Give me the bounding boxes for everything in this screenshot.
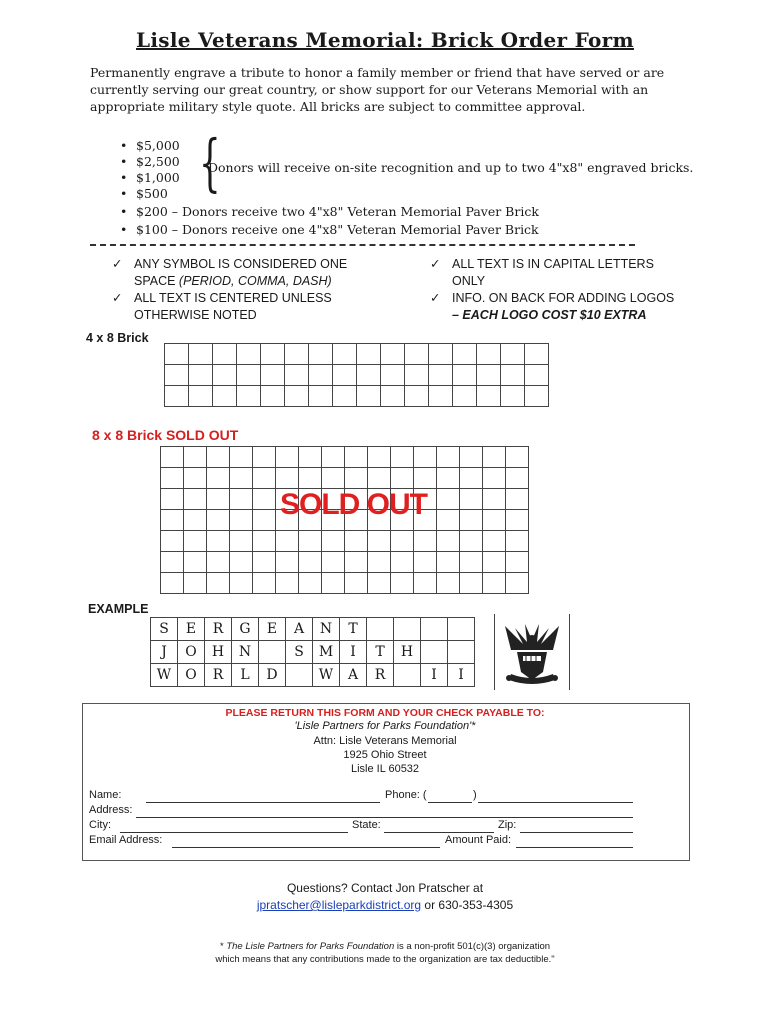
grid-cell	[483, 447, 506, 468]
grid-cell: D	[259, 664, 286, 687]
rule-text-part: SPACE	[134, 274, 179, 288]
grid-cell	[437, 531, 460, 552]
grid-cell	[437, 552, 460, 573]
grid-cell[interactable]	[309, 386, 333, 407]
address-field[interactable]	[136, 817, 633, 818]
grid-cell	[414, 552, 437, 573]
grid-cell: T	[340, 618, 367, 641]
grid-cell[interactable]	[213, 386, 237, 407]
grid-cell	[460, 447, 483, 468]
grid-cell	[483, 489, 506, 510]
grid-cell	[391, 447, 414, 468]
rule-text	[134, 273, 332, 290]
grid-cell	[483, 468, 506, 489]
grid-cell	[276, 552, 299, 573]
grid-cell	[506, 573, 529, 594]
phone-label: Phone: (	[385, 789, 427, 801]
grid-cell[interactable]	[189, 386, 213, 407]
grid-cell	[161, 531, 184, 552]
grid-cell	[276, 447, 299, 468]
grid-cell	[207, 468, 230, 489]
street-line: 1925 Ohio Street	[343, 749, 427, 761]
grid-cell	[299, 531, 322, 552]
grid-cell	[391, 573, 414, 594]
grid-cell	[448, 618, 475, 641]
grid-cell[interactable]	[525, 365, 549, 386]
grid-cell	[368, 531, 391, 552]
grid-cell: E	[259, 618, 286, 641]
grid-cell: R	[205, 664, 232, 687]
state-field[interactable]	[384, 832, 494, 833]
grid-cell[interactable]	[165, 344, 189, 365]
grid-cell	[345, 447, 368, 468]
grid-cell	[322, 468, 345, 489]
city-field[interactable]	[120, 832, 348, 833]
grid-cell[interactable]	[261, 365, 285, 386]
rule-symbol	[112, 256, 412, 290]
grid-cell[interactable]	[261, 344, 285, 365]
grid-cell[interactable]	[333, 365, 357, 386]
grid-cell[interactable]	[453, 386, 477, 407]
grid-cell: I	[340, 641, 367, 664]
grid-cell[interactable]	[501, 386, 525, 407]
grid-cell	[161, 447, 184, 468]
grid-cell[interactable]	[237, 386, 261, 407]
grid-cell	[414, 447, 437, 468]
grid-cell	[253, 468, 276, 489]
grid-cell	[207, 489, 230, 510]
brick-8x8-label: 8 x 8 Brick SOLD OUT	[92, 427, 239, 443]
grid-cell	[184, 447, 207, 468]
rule-text: ALL TEXT IS CENTERED UNLESS	[134, 291, 332, 305]
grid-cell: M	[313, 641, 340, 664]
return-heading: PLEASE RETURN THIS FORM AND YOUR CHECK PAYABLE TO:	[225, 707, 545, 719]
grid-cell	[299, 573, 322, 594]
grid-cell	[276, 573, 299, 594]
name-label: Name:	[89, 789, 122, 801]
grid-cell: G	[232, 618, 259, 641]
grid-cell	[345, 531, 368, 552]
grid-cell	[161, 489, 184, 510]
grid-cell: R	[367, 664, 394, 687]
grid-cell[interactable]	[165, 365, 189, 386]
grid-cell	[299, 552, 322, 573]
grid-cell	[483, 531, 506, 552]
grid-cell	[506, 489, 529, 510]
grid-cell[interactable]	[261, 386, 285, 407]
rule-logos	[430, 290, 730, 324]
grid-cell	[506, 531, 529, 552]
grid-cell: O	[178, 664, 205, 687]
grid-cell	[414, 531, 437, 552]
grid-cell[interactable]	[189, 344, 213, 365]
grid-cell	[437, 510, 460, 531]
grid-cell	[506, 468, 529, 489]
check-icon: ✓	[430, 257, 441, 271]
check-icon: ✓	[112, 291, 123, 305]
grid-cell	[230, 531, 253, 552]
grid-cell	[391, 531, 414, 552]
grid-cell	[506, 447, 529, 468]
grid-cell	[230, 468, 253, 489]
grid-cell	[253, 552, 276, 573]
grid-cell	[253, 573, 276, 594]
dashed-divider	[90, 244, 635, 246]
page-title: Lisle Veterans Memorial: Brick Order Form	[136, 28, 634, 52]
grid-cell	[460, 468, 483, 489]
grid-cell	[276, 468, 299, 489]
rule-text-italic: (PERIOD, COMMA, DASH)	[178, 274, 332, 288]
grid-cell	[448, 641, 475, 664]
rule-text: INFO. ON BACK FOR ADDING LOGOS	[452, 291, 675, 305]
grid-cell	[161, 510, 184, 531]
grid-cell	[322, 447, 345, 468]
grid-cell[interactable]	[453, 365, 477, 386]
grid-cell	[506, 552, 529, 573]
address-label: Address:	[89, 804, 133, 816]
grid-cell[interactable]	[237, 365, 261, 386]
grid-cell	[414, 468, 437, 489]
footnote-text: is a non-profit 501(c)(3) organization	[394, 941, 551, 952]
grid-cell: S	[151, 618, 178, 641]
grid-cell	[506, 510, 529, 531]
grid-cell[interactable]	[285, 365, 309, 386]
grid-cell	[207, 447, 230, 468]
grid-cell	[161, 552, 184, 573]
grid-cell	[184, 468, 207, 489]
check-icon: ✓	[430, 291, 441, 305]
grid-cell	[345, 552, 368, 573]
grid-cell	[345, 573, 368, 594]
grid-cell	[368, 573, 391, 594]
grid-cell	[367, 618, 394, 641]
curly-brace-icon: {	[199, 126, 221, 199]
grid-cell: H	[205, 641, 232, 664]
tier-item: • $1,000	[120, 170, 180, 186]
grid-cell[interactable]	[381, 344, 405, 365]
grid-cell	[437, 447, 460, 468]
grid-cell[interactable]	[333, 386, 357, 407]
amount-label: Amount Paid:	[445, 834, 512, 846]
grid-cell[interactable]	[189, 365, 213, 386]
grid-cell: N	[232, 641, 259, 664]
grid-cell[interactable]	[213, 365, 237, 386]
grid-cell	[253, 531, 276, 552]
grid-cell	[207, 573, 230, 594]
grid-cell	[460, 531, 483, 552]
small-tiers	[120, 203, 539, 239]
grid-cell[interactable]	[357, 344, 381, 365]
grid-cell: J	[151, 641, 178, 664]
phone-field[interactable]	[478, 802, 633, 803]
rule-text: ONLY	[452, 274, 486, 288]
grid-cell	[184, 573, 207, 594]
small-tier-item: • $200 – Donors receive two 4"x8" Veteran Memorial Paver Brick	[120, 203, 539, 221]
phone-number: or 630-353-4305	[421, 898, 514, 912]
grid-cell	[207, 531, 230, 552]
grid-cell	[483, 552, 506, 573]
grid-cell	[322, 573, 345, 594]
grid-cell	[483, 510, 506, 531]
grid-cell	[184, 531, 207, 552]
grid-cell	[184, 552, 207, 573]
attn-line: Attn: Lisle Veterans Memorial	[313, 735, 457, 747]
foundation-name: The Lisle Partners for Parks Foundation	[226, 941, 395, 952]
grid-cell	[299, 468, 322, 489]
grid-cell	[230, 447, 253, 468]
payee: 'Lisle Partners for Parks Foundation'*	[294, 720, 476, 732]
grid-cell	[207, 552, 230, 573]
grid-cell: S	[286, 641, 313, 664]
grid-cell	[230, 573, 253, 594]
navy-eagle-emblem-icon	[495, 614, 569, 690]
zip-field[interactable]	[520, 832, 633, 833]
grid-cell: E	[178, 618, 205, 641]
city-label: City:	[89, 819, 111, 831]
phone-area-field[interactable]	[428, 802, 472, 803]
grid-cell[interactable]	[285, 344, 309, 365]
state-label: State:	[352, 819, 381, 831]
grid-cell	[276, 531, 299, 552]
email-label: Email Address:	[89, 834, 163, 846]
grid-cell	[286, 664, 313, 687]
tier-item: • $5,000	[120, 138, 180, 154]
grid-cell[interactable]	[405, 344, 429, 365]
example-grid	[150, 617, 475, 687]
grid-cell[interactable]	[477, 386, 501, 407]
grid-cell	[322, 531, 345, 552]
grid-cell	[253, 489, 276, 510]
grid-cell	[259, 641, 286, 664]
tier-item: • $500	[120, 186, 180, 202]
rule-text: ALL TEXT IS IN CAPITAL LETTERS	[452, 257, 654, 271]
grid-cell[interactable]	[213, 344, 237, 365]
grid-cell	[460, 510, 483, 531]
sold-out-stamp: SOLD OUT	[280, 488, 427, 521]
grid-cell: I	[421, 664, 448, 687]
name-field[interactable]	[146, 802, 380, 803]
grid-cell[interactable]	[381, 386, 405, 407]
grid-cell[interactable]	[285, 386, 309, 407]
grid-cell[interactable]	[501, 344, 525, 365]
rule-text-emphasis: – EACH LOGO COST $10 EXTRA	[452, 308, 647, 322]
grid-cell	[299, 447, 322, 468]
small-tier-item: • $100 – Donors receive one 4"x8" Veteran Memorial Paver Brick	[120, 221, 539, 239]
grid-cell	[437, 489, 460, 510]
grid-cell[interactable]	[501, 365, 525, 386]
grid-cell: R	[205, 618, 232, 641]
grid-cell	[161, 573, 184, 594]
grid-cell: W	[151, 664, 178, 687]
check-icon: ✓	[112, 257, 123, 271]
grid-cell	[460, 552, 483, 573]
grid-cell: A	[286, 618, 313, 641]
grid-cell	[421, 641, 448, 664]
grid-cell: H	[394, 641, 421, 664]
grid-cell[interactable]	[405, 386, 429, 407]
grid-cell	[253, 447, 276, 468]
grid-cell	[421, 618, 448, 641]
email-link[interactable]: jpratscher@lisleparkdistrict.org	[256, 898, 422, 912]
grid-cell	[230, 510, 253, 531]
rule-centered	[112, 290, 412, 324]
grid-cell	[483, 573, 506, 594]
grid-cell[interactable]	[309, 365, 333, 386]
grid-cell	[161, 468, 184, 489]
brick-4x8-grid[interactable]	[164, 343, 549, 407]
footnote	[0, 940, 770, 966]
grid-cell	[394, 664, 421, 687]
donation-tiers	[120, 138, 180, 202]
grid-cell: O	[178, 641, 205, 664]
grid-cell	[322, 552, 345, 573]
brick-4x8-label: 4 x 8 Brick	[86, 331, 149, 345]
grid-cell[interactable]	[429, 365, 453, 386]
tier-item: • $2,500	[120, 154, 180, 170]
footnote-asterisk: *	[219, 941, 227, 952]
rule-capitals	[430, 256, 730, 290]
grid-cell[interactable]	[237, 344, 261, 365]
grid-cell[interactable]	[477, 365, 501, 386]
grid-cell[interactable]	[357, 386, 381, 407]
example-label: EXAMPLE	[88, 602, 149, 616]
grid-cell	[437, 468, 460, 489]
intro-paragraph: Permanently engrave a tribute to honor a family member or friend that have served or are currently serving our great country, or show support for our Veterans Memorial with an appropriate military style quote. All bricks are subject to committee approval.	[90, 65, 665, 114]
grid-cell: L	[232, 664, 259, 687]
grid-cell: W	[313, 664, 340, 687]
contact-line: Questions? Contact Jon Pratscher at	[286, 881, 484, 895]
zip-label: Zip:	[498, 819, 517, 831]
grid-cell	[460, 573, 483, 594]
rule-text: OTHERWISE NOTED	[134, 308, 257, 322]
grid-cell[interactable]	[309, 344, 333, 365]
grid-cell[interactable]	[525, 344, 549, 365]
grid-cell: T	[367, 641, 394, 664]
grid-cell	[391, 468, 414, 489]
grid-cell[interactable]	[429, 344, 453, 365]
grid-cell: I	[448, 664, 475, 687]
grid-cell	[230, 552, 253, 573]
grid-cell	[253, 510, 276, 531]
grid-cell: A	[340, 664, 367, 687]
grid-cell[interactable]	[453, 344, 477, 365]
email-field[interactable]	[172, 847, 440, 848]
grid-cell	[230, 489, 253, 510]
contact-block	[0, 880, 770, 914]
grid-cell[interactable]	[381, 365, 405, 386]
grid-cell: N	[313, 618, 340, 641]
grid-cell	[391, 552, 414, 573]
grid-cell	[207, 510, 230, 531]
grid-cell	[368, 552, 391, 573]
grid-cell	[368, 447, 391, 468]
grid-cell	[184, 489, 207, 510]
footnote-line	[0, 940, 770, 953]
grid-cell	[345, 468, 368, 489]
grid-cell[interactable]	[525, 386, 549, 407]
grid-cell[interactable]	[405, 365, 429, 386]
grid-cell[interactable]	[357, 365, 381, 386]
emblem-frame	[494, 614, 570, 690]
tier-note: Donors will receive on-site recognition and up to two 4"x8" engraved bricks.	[208, 160, 694, 175]
grid-cell	[460, 489, 483, 510]
grid-cell	[414, 573, 437, 594]
contact-details	[0, 897, 770, 914]
grid-cell[interactable]	[165, 386, 189, 407]
rule-text: ANY SYMBOL IS CONSIDERED ONE	[134, 257, 348, 271]
grid-cell	[394, 618, 421, 641]
city-line: Lisle IL 60532	[350, 763, 420, 775]
phone-paren: )	[473, 789, 477, 801]
footnote-line: which means that any contributions made to the organization are tax deductible."	[215, 954, 555, 965]
grid-cell[interactable]	[333, 344, 357, 365]
grid-cell[interactable]	[429, 386, 453, 407]
grid-cell	[184, 510, 207, 531]
grid-cell	[437, 573, 460, 594]
grid-cell[interactable]	[477, 344, 501, 365]
grid-cell	[368, 468, 391, 489]
amount-field[interactable]	[516, 847, 633, 848]
